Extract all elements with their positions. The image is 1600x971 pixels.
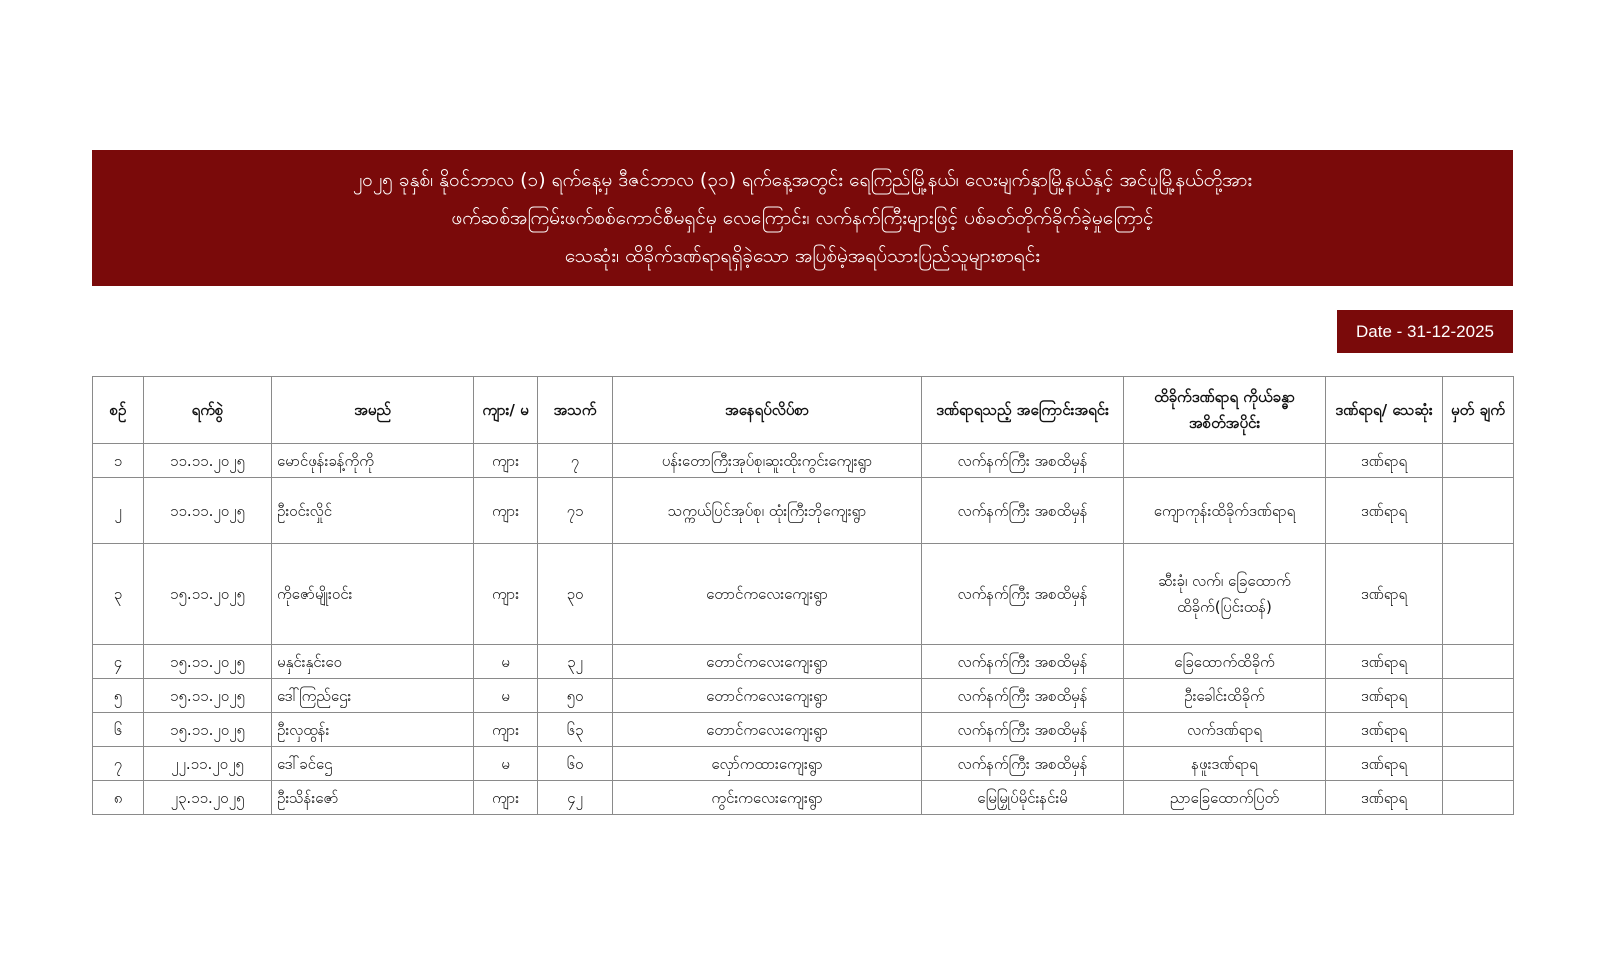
cell-no: ၁ [93,444,144,478]
cell-injury: ဦးခေါင်းထိခိုက် [1124,679,1326,713]
cell-sex: မ [474,747,538,781]
cell-remark [1443,747,1514,781]
table-row [93,544,1514,645]
cell-name: ဦးလှထွန်း [272,713,474,747]
cell-status: ဒဏ်ရာရ [1326,713,1443,747]
cell-no: ၃ [93,544,144,645]
cell-age: ၄၂ [538,781,613,815]
cell-sex: ကျား [474,544,538,645]
header-name: အမည် [272,377,474,444]
table-row [93,444,1514,478]
cell-status: ဒဏ်ရာရ [1326,781,1443,815]
cell-no: ၄ [93,645,144,679]
table-body [93,444,1514,815]
cell-injury: ဆီးခုံ၊ လက်၊ ခြေထောက်ထိခိုက်(ပြင်းထန်) [1124,544,1326,645]
casualty-table [92,376,1514,815]
cell-age: ၇ [538,444,613,478]
cell-cause: မြေမြှုပ်မိုင်းနင်းမိ [922,781,1124,815]
cell-remark [1443,645,1514,679]
cell-age: ၆၀ [538,747,613,781]
title-banner [92,150,1513,286]
cell-date: ၂၃.၁၁.၂၀၂၅ [144,781,272,815]
cell-age: ၆၃ [538,713,613,747]
cell-no: ၅ [93,679,144,713]
table-row [93,781,1514,815]
header-date: ရက်စွဲ [144,377,272,444]
table-header [93,377,1514,444]
cell-date: ၁၅.၁၁.၂၀၂၅ [144,645,272,679]
cell-address: တောင်ကလေးကျေးရွာ [613,713,922,747]
cell-date: ၁၅.၁၁.၂၀၂၅ [144,679,272,713]
date-badge: Date - 31-12-2025 [1337,310,1513,353]
header-remark: မှတ် ချက် [1443,377,1514,444]
cell-remark [1443,478,1514,544]
cell-name: ဦးသိန်းဇော် [272,781,474,815]
cell-no: ၈ [93,781,144,815]
cell-remark [1443,679,1514,713]
cell-sex: ကျား [474,713,538,747]
cell-sex: ကျား [474,478,538,544]
cell-name: မနှင်းနှင်းဝေ [272,645,474,679]
cell-sex: ကျား [474,781,538,815]
cell-injury [1124,444,1326,478]
table-row [93,679,1514,713]
cell-status: ဒဏ်ရာရ [1326,478,1443,544]
cell-cause: လက်နက်ကြီး အစထိမှန် [922,444,1124,478]
cell-address: လှော်ကထားကျေးရွာ [613,747,922,781]
header-sex: ကျား/ မ [474,377,538,444]
cell-no: ၂ [93,478,144,544]
table-row [93,645,1514,679]
cell-name: ဦးဝင်းလှိုင် [272,478,474,544]
cell-address: သက္ကယ်ပြင်အုပ်စု၊ ထုံးကြီးဘိုကျေးရွာ [613,478,922,544]
cell-date: ၁၁.၁၁.၂၀၂၅ [144,478,272,544]
header-injury: ထိခိုက်ဒဏ်ရာရ ကိုယ်ခန္ဓာအစိတ်အပိုင်း [1124,377,1326,444]
cell-sex: မ [474,679,538,713]
title-line-2: ဖက်ဆစ်အကြမ်းဖက်စစ်ကောင်စီမရှင်မှ လေကြောင်း၊ လက်နက်ကြီးများဖြင့် ပစ်ခတ်တိုက်ခိုက်ခဲ့မှုကြောင့် [451,207,1154,229]
header-status: ဒဏ်ရာရ/ သေဆုံး [1326,377,1443,444]
cell-remark [1443,781,1514,815]
cell-cause: လက်နက်ကြီး အစထိမှန် [922,478,1124,544]
cell-age: ၇၁ [538,478,613,544]
header-address: အနေရပ်လိပ်စာ [613,377,922,444]
cell-remark [1443,444,1514,478]
cell-name: ဒေါ်ခင်ဌေ [272,747,474,781]
table-row [93,478,1514,544]
cell-name: မောင်ဖုန်းခန့်ကိုကို [272,444,474,478]
cell-status: ဒဏ်ရာရ [1326,679,1443,713]
cell-remark [1443,544,1514,645]
title-line-1: ၂၀၂၅ ခုနှစ်၊ နိုဝင်ဘာလ (၁) ရက်နေ့မှ ဒီဇင်ဘာလ (၃၁) ရက်နေ့အတွင်း ရေကြည်မြို့နယ်၊ လေးမျက်နှာမြို့နယ်နှင့် အင်ပူမြို့နယ်တို့အား [352,169,1253,191]
cell-address: တောင်ကလေးကျေးရွာ [613,544,922,645]
cell-address: ပန်းတောကြီးအုပ်စု၊ဆူးထိုးကွင်းကျေးရွာ [613,444,922,478]
cell-status: ဒဏ်ရာရ [1326,747,1443,781]
cell-injury: ကျောကုန်းထိခိုက်ဒဏ်ရာရ [1124,478,1326,544]
cell-name: ဒေါ်ကြည်ဌေး [272,679,474,713]
table-row [93,713,1514,747]
cell-date: ၁၅.၁၁.၂၀၂၅ [144,544,272,645]
cell-injury: လက်ဒဏ်ရာရ [1124,713,1326,747]
cell-sex: ကျား [474,444,538,478]
cell-status: ဒဏ်ရာရ [1326,444,1443,478]
cell-cause: လက်နက်ကြီး အစထိမှန် [922,747,1124,781]
cell-cause: လက်နက်ကြီး အစထိမှန် [922,713,1124,747]
cell-status: ဒဏ်ရာရ [1326,645,1443,679]
header-no: စဉ် [93,377,144,444]
cell-sex: မ [474,645,538,679]
cell-injury: ညာခြေထောက်ပြတ် [1124,781,1326,815]
header-cause: ဒဏ်ရာရသည့် အကြောင်းအရင်း [922,377,1124,444]
cell-name: ကိုဇော်မျိုးဝင်း [272,544,474,645]
cell-date: ၁၁.၁၁.၂၀၂၅ [144,444,272,478]
cell-address: တောင်ကလေးကျေးရွာ [613,645,922,679]
cell-date: ၁၅.၁၁.၂၀၂၅ [144,713,272,747]
cell-date: ၂၂.၁၁.၂၀၂၅ [144,747,272,781]
cell-age: ၃၀ [538,544,613,645]
cell-address: ကွင်းကလေးကျေးရွာ [613,781,922,815]
cell-no: ၆ [93,713,144,747]
table-row [93,747,1514,781]
cell-cause: လက်နက်ကြီး အစထိမှန် [922,645,1124,679]
cell-no: ၇ [93,747,144,781]
cell-cause: လက်နက်ကြီး အစထိမှန် [922,679,1124,713]
title-line-3: သေဆုံး၊ ထိခိုက်ဒဏ်ရာရရှိခဲ့သော အပြစ်မဲ့အရပ်သားပြည်သူများစာရင်း [564,245,1041,267]
cell-injury: နဖူးဒဏ်ရာရ [1124,747,1326,781]
cell-age: ၅၀ [538,679,613,713]
cell-age: ၃၂ [538,645,613,679]
cell-cause: လက်နက်ကြီး အစထိမှန် [922,544,1124,645]
cell-status: ဒဏ်ရာရ [1326,544,1443,645]
cell-injury: ခြေထောက်ထိခိုက် [1124,645,1326,679]
header-age: အသက် [538,377,613,444]
cell-address: တောင်ကလေးကျေးရွာ [613,679,922,713]
cell-remark [1443,713,1514,747]
